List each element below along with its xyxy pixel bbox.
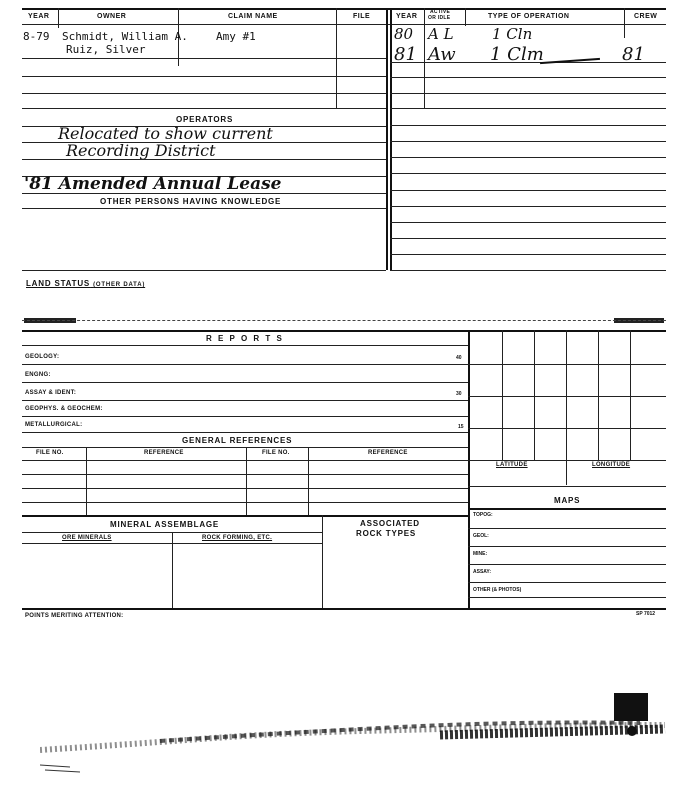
row-line (390, 141, 666, 142)
header-claim-name: CLAIM NAME (228, 13, 278, 20)
header-rule (22, 24, 666, 25)
land-status-label-text: LAND STATUS (26, 279, 91, 288)
col-divider (58, 8, 59, 28)
bottom-rule (22, 608, 666, 610)
operation-crew: 81 (622, 44, 645, 65)
rock-forming-label: ROCK FORMING, ETC. (202, 535, 273, 541)
grid-line (468, 428, 666, 429)
claim-name: Amy #1 (216, 30, 256, 43)
map-row: ASSAY: (473, 569, 492, 575)
grid-line (502, 330, 503, 460)
header-or-idle: OR IDLE (428, 15, 451, 21)
operation-year: 80 (394, 25, 414, 43)
grid-line (468, 597, 666, 598)
ref-col-file-no-2: FILE NO. (262, 450, 290, 456)
row-line (22, 208, 386, 209)
reports-top-rule (22, 330, 666, 332)
row-line (390, 254, 666, 255)
row-line (390, 190, 666, 191)
row-line (22, 345, 468, 346)
operators-handwriting: '81 Amended Annual Lease (24, 174, 282, 194)
operators-title: OPERATORS (176, 115, 234, 124)
row-line (22, 159, 386, 160)
grid-line (598, 330, 599, 460)
report-num: 15 (458, 424, 464, 430)
row-line (390, 270, 666, 271)
row-line (390, 157, 666, 158)
general-references-title: GENERAL REFERENCES (182, 436, 293, 445)
row-line (22, 474, 468, 475)
col-divider (386, 8, 388, 270)
report-label: GEOLOGY: (25, 354, 60, 360)
grid-line (468, 546, 666, 547)
row-line (390, 108, 666, 109)
scan-streak (40, 715, 670, 775)
land-status-label (26, 279, 145, 288)
owner-name: Ruiz, Silver (66, 43, 146, 56)
ref-col-reference-2: REFERENCE (368, 450, 408, 456)
operators-handwriting: Recording District (66, 141, 216, 160)
row-line (22, 270, 386, 271)
grid-line (468, 364, 666, 365)
operation-status: Aw (428, 44, 456, 65)
row-line (22, 93, 386, 94)
col-divider (246, 447, 247, 515)
top-rule (22, 8, 666, 10)
row-line (22, 364, 468, 365)
col-divider (308, 447, 309, 515)
map-row: TOPOG: (473, 512, 493, 518)
divider-line (22, 320, 666, 321)
row-line (22, 488, 468, 489)
header-active: ACTIVE (430, 9, 451, 15)
col-divider (172, 532, 173, 608)
header-year: YEAR (28, 13, 50, 20)
grid-line (468, 486, 666, 487)
row-line (390, 125, 666, 126)
report-label: ENGNG: (25, 372, 51, 378)
row-line (22, 515, 468, 517)
grid-line (468, 582, 666, 583)
operation-type: 1 Cln (492, 25, 533, 43)
row-line (22, 447, 468, 448)
operation-year: 81 (394, 44, 417, 65)
row-line (22, 502, 468, 503)
row-line (22, 108, 386, 109)
row-line (390, 222, 666, 223)
grid-line (468, 528, 666, 529)
row-line (22, 460, 468, 461)
report-label: GEOPHYS. & GEOCHEM: (25, 406, 103, 412)
map-row: GEOL: (473, 533, 489, 539)
owner-year: 8-79 (23, 30, 50, 43)
maps-title: MAPS (554, 496, 581, 505)
row-line (390, 206, 666, 207)
report-label: ASSAY & IDENT: (25, 390, 77, 396)
header-file: FILE (353, 13, 371, 20)
reports-title: R E P O R T S (206, 334, 284, 343)
land-status-sub: (OTHER DATA) (93, 282, 146, 288)
row-line (22, 76, 386, 77)
col-divider (465, 8, 466, 26)
row-line (22, 432, 468, 433)
grid-line (468, 396, 666, 397)
ref-col-reference: REFERENCE (144, 450, 184, 456)
grid-line (566, 330, 567, 485)
operation-dash (540, 58, 600, 64)
row-line (390, 173, 666, 174)
col-divider (322, 515, 323, 608)
ore-minerals-label: ORE MINERALS (62, 535, 112, 541)
col-divider (86, 447, 87, 515)
grid-line (468, 564, 666, 565)
grid-line (534, 330, 535, 460)
operation-type: 1 Clm (490, 44, 544, 65)
report-label: METALLURGICAL: (25, 422, 83, 428)
operators-handwriting: Relocated to show current (58, 124, 273, 143)
report-num: 30 (456, 391, 462, 397)
row-line (22, 400, 468, 401)
form-number: SP 7012 (636, 611, 656, 617)
col-divider (468, 330, 470, 608)
row-line (22, 193, 386, 194)
longitude-label: LONGITUDE (592, 462, 631, 468)
operation-status: A L (428, 25, 454, 43)
row-line (390, 93, 666, 94)
header-crew: CREW (634, 13, 658, 20)
map-row: OTHER (& PHOTOS) (473, 587, 522, 593)
points-label: POINTS MERITING ATTENTION: (25, 613, 124, 619)
grid-line (630, 330, 631, 460)
map-row: MINE: (473, 551, 488, 557)
owner-name: Schmidt, William A. (62, 30, 188, 43)
row-line (390, 238, 666, 239)
row-line (22, 58, 386, 59)
header-year-2: YEAR (396, 13, 418, 20)
col-divider (390, 8, 392, 270)
latitude-label: LATITUDE (496, 462, 528, 468)
grid-line (468, 460, 666, 461)
header-type-of-operation: TYPE OF OPERATION (488, 13, 570, 20)
row-line (22, 382, 468, 383)
grid-line (468, 508, 666, 510)
row-line (22, 416, 468, 417)
other-persons-title: OTHER PERSONS HAVING KNOWLEDGE (100, 197, 282, 206)
mineral-title: MINERAL ASSEMBLAGE (110, 520, 220, 529)
rock-types-label: ROCK TYPES (356, 529, 417, 538)
col-divider (624, 8, 625, 38)
row-line (390, 77, 666, 78)
header-owner: OWNER (97, 13, 127, 20)
report-num: 40 (456, 355, 462, 361)
ref-col-file-no: FILE NO. (36, 450, 64, 456)
associated-label: ASSOCIATED (360, 519, 420, 528)
